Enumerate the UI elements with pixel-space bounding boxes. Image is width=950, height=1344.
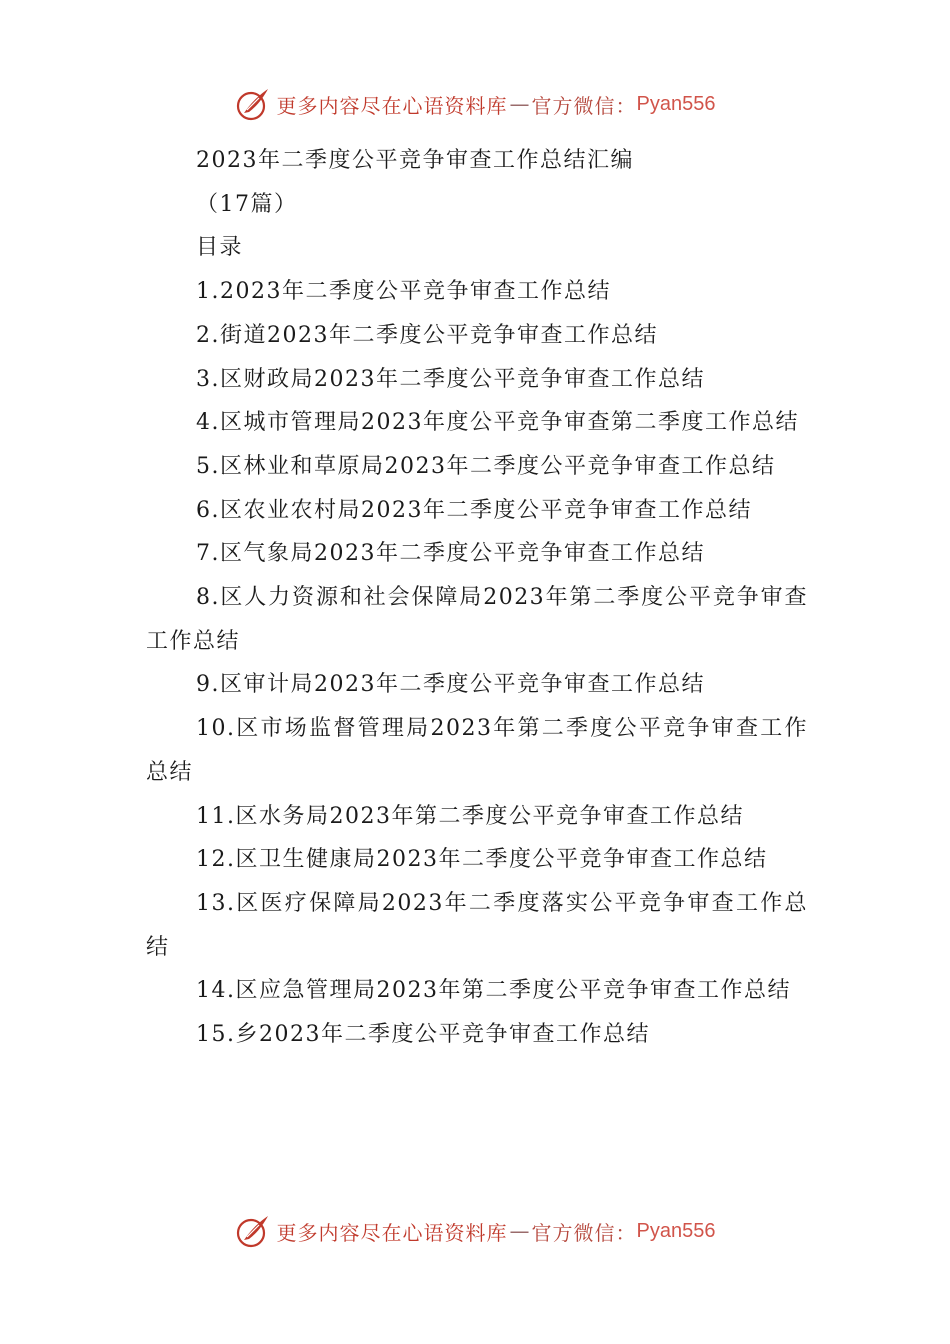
- banner-wechat-id: Pyan556: [636, 1219, 716, 1242]
- header-banner: [0, 84, 950, 124]
- banner-dash: —: [509, 1219, 530, 1243]
- toc-item: 9.区审计局2023年二季度公平竞争审查工作总结: [196, 672, 705, 698]
- toc-item: 15.乡2023年二季度公平竞争审查工作总结: [196, 1022, 650, 1048]
- toc-heading: 目录: [196, 235, 244, 261]
- toc-item: 13.区医疗保障局2023年二季度落实公平竞争审查工作总结: [146, 890, 808, 960]
- banner-wechat-label: 官方微信：: [531, 1220, 637, 1245]
- toc-item: 3.区财政局2023年二季度公平竞争审查工作总结: [196, 366, 705, 392]
- footer-banner: [0, 1211, 950, 1251]
- toc-item: 7.区气象局2023年二季度公平竞争审查工作总结: [196, 541, 705, 567]
- toc-item: 2.街道2023年二季度公平竞争审查工作总结: [196, 322, 658, 348]
- toc-item: 14.区应急管理局2023年第二季度公平竞争审查工作总结: [196, 978, 791, 1004]
- quill-logo-icon: [235, 1213, 271, 1249]
- banner-dash: —: [509, 92, 530, 116]
- document-body: [146, 139, 808, 1057]
- toc-item: 6.区农业农村局2023年二季度公平竞争审查工作总结: [196, 497, 752, 523]
- toc-item: 10.区市场监督管理局2023年第二季度公平竞争审查工作总结: [146, 716, 808, 785]
- banner-wechat-id: Pyan556: [636, 92, 716, 115]
- document-subtitle: （17篇）: [196, 191, 298, 217]
- toc-item: 8.区人力资源和社会保障局2023年第二季度公平竞争审查工作总结: [146, 585, 808, 654]
- toc-item: 11.区水务局2023年第二季度公平竞争审查工作总结: [196, 803, 744, 829]
- toc-item: 4.区城市管理局2023年度公平竞争审查第二季度工作总结: [196, 410, 799, 436]
- toc-item: 5.区林业和草原局2023年二季度公平竞争审查工作总结: [196, 453, 776, 479]
- document-title: 2023年二季度公平竞争审查工作总结汇编: [196, 148, 634, 173]
- banner-wechat-label: 官方微信：: [531, 93, 637, 118]
- quill-logo-icon: [235, 86, 271, 122]
- toc-item: 1.2023年二季度公平竞争审查工作总结: [196, 279, 611, 305]
- toc-item: 12.区卫生健康局2023年二季度公平竞争审查工作总结: [196, 847, 768, 873]
- banner-brand-text: 更多内容尽在心语资料库: [276, 1220, 508, 1245]
- banner-brand-text: 更多内容尽在心语资料库: [276, 93, 508, 118]
